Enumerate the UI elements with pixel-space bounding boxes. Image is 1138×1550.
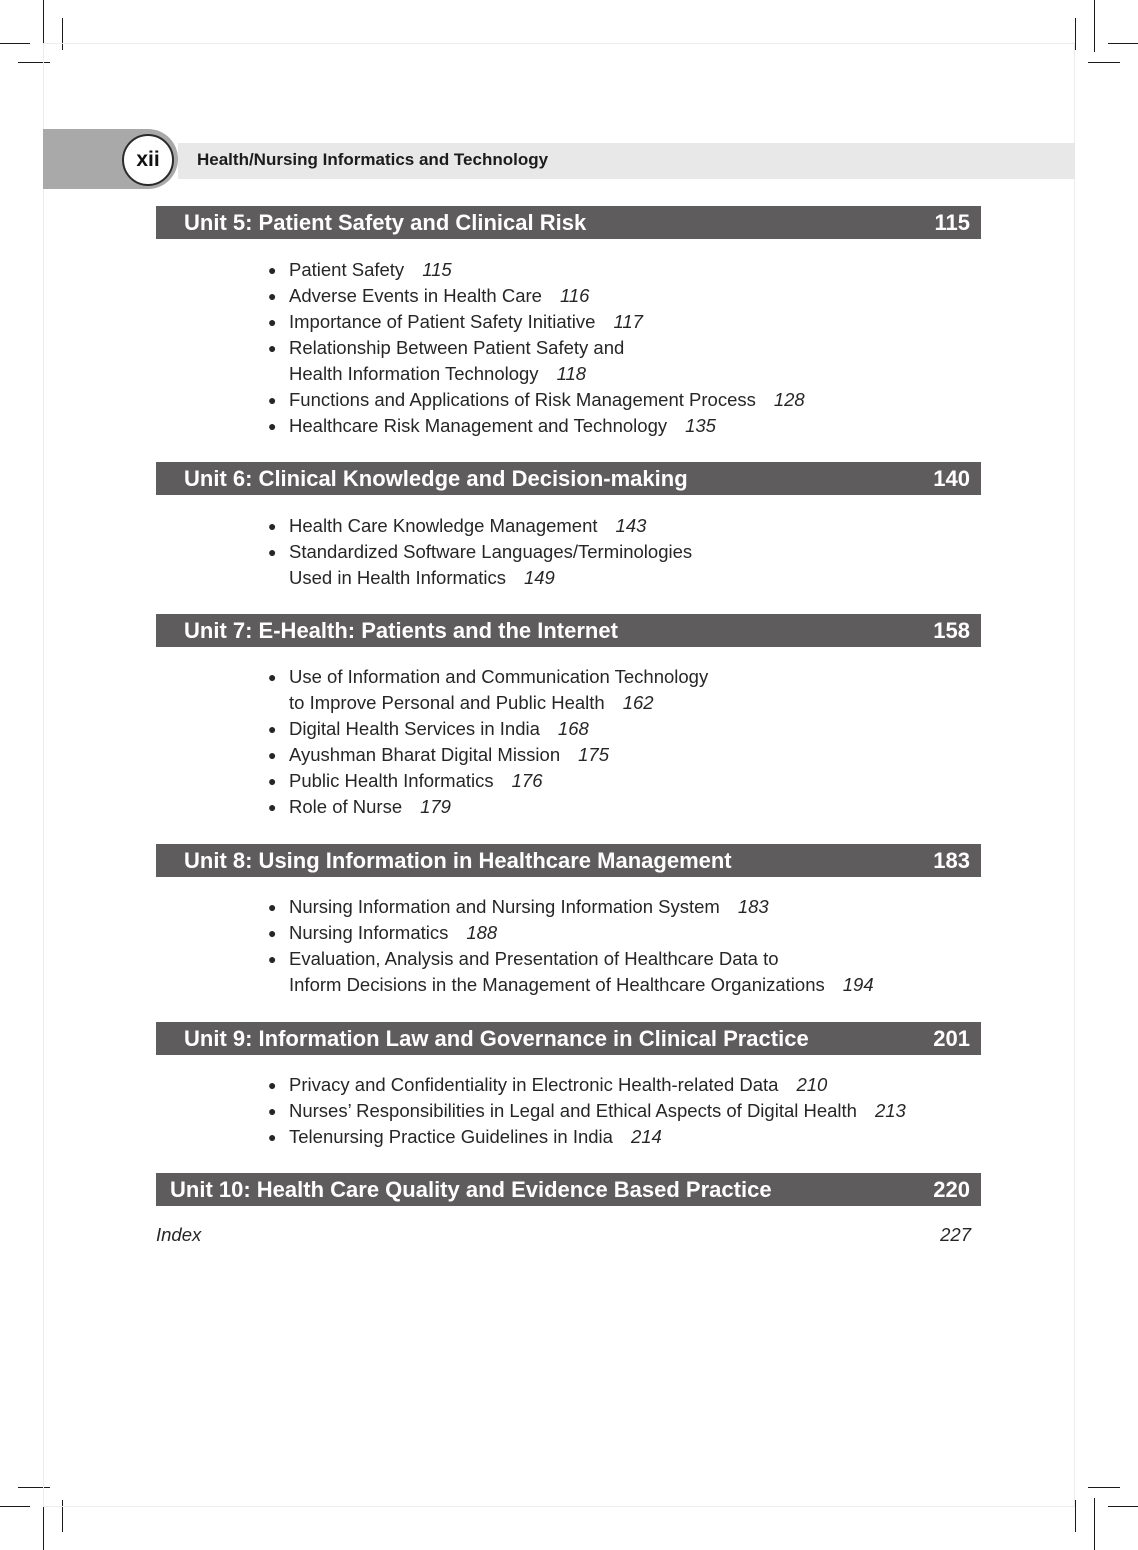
bullet-icon: ● xyxy=(268,314,277,330)
topic-text: Healthcare Risk Management and Technology xyxy=(289,415,668,436)
topic-item[interactable] xyxy=(262,539,692,591)
topic-page: 143 xyxy=(615,515,647,536)
index-entry[interactable] xyxy=(156,1224,971,1246)
crop-mark xyxy=(1088,62,1120,63)
topic-page: 162 xyxy=(622,692,654,713)
topic-item[interactable] xyxy=(262,283,805,309)
bullet-icon: ● xyxy=(268,262,277,278)
topic-item[interactable] xyxy=(262,894,874,920)
topic-page: 183 xyxy=(737,896,769,917)
bullet-icon: ● xyxy=(268,925,277,941)
topic-text: Nursing Informatics xyxy=(289,922,449,943)
unit-title: Unit 9: Information Law and Governance in Clinical Practice xyxy=(184,1026,809,1051)
topic-text: Ayushman Bharat Digital Mission xyxy=(289,744,561,765)
topic-list xyxy=(262,664,708,820)
topic-item[interactable] xyxy=(262,387,805,413)
topic-page: 118 xyxy=(556,363,587,384)
topic-page: 176 xyxy=(511,770,543,791)
bullet-icon: ● xyxy=(268,1077,277,1093)
unit-page: 201 xyxy=(933,1026,970,1051)
unit-title: Unit 8: Using Information in Healthcare Management xyxy=(184,848,732,873)
topic-item[interactable] xyxy=(262,716,708,742)
crop-mark xyxy=(1108,1506,1138,1507)
topic-page: 115 xyxy=(422,259,452,280)
unit-page: 183 xyxy=(933,848,970,873)
topic-text: Public Health Informatics xyxy=(289,770,494,791)
page-number-badge: xii xyxy=(122,134,174,186)
topic-page: 168 xyxy=(557,718,589,739)
topic-page: 149 xyxy=(523,567,555,588)
crop-mark xyxy=(1108,43,1138,44)
topic-text: Patient Safety xyxy=(289,259,405,280)
bullet-icon: ● xyxy=(268,518,277,534)
unit-page: 220 xyxy=(933,1177,970,1202)
topic-list xyxy=(262,894,874,998)
bullet-icon: ● xyxy=(268,747,277,763)
topic-item[interactable] xyxy=(262,946,874,998)
topic-item[interactable] xyxy=(262,257,805,283)
topic-page: 116 xyxy=(559,285,590,306)
topic-item[interactable] xyxy=(262,1124,906,1150)
bullet-icon: ● xyxy=(268,544,277,560)
crop-mark xyxy=(1075,18,1076,50)
unit-title: Unit 6: Clinical Knowledge and Decision-making xyxy=(184,466,688,491)
topic-page: 210 xyxy=(796,1074,828,1095)
topic-text: Nursing Information and Nursing Information System xyxy=(289,896,720,917)
unit-page: 158 xyxy=(933,618,970,643)
bullet-icon: ● xyxy=(268,721,277,737)
bullet-icon: ● xyxy=(268,799,277,815)
topic-page: 194 xyxy=(842,974,874,995)
unit-title: Unit 7: E-Health: Patients and the Internet xyxy=(184,618,618,643)
topic-list xyxy=(262,257,805,439)
topic-item[interactable] xyxy=(262,742,708,768)
topic-text: Health Care Knowledge Management xyxy=(289,515,598,536)
index-page: 227 xyxy=(940,1224,971,1245)
topic-text: Privacy and Confidentiality in Electronic Health-related Data xyxy=(289,1074,779,1095)
bullet-icon: ● xyxy=(268,773,277,789)
bullet-icon: ● xyxy=(268,1103,277,1119)
topic-text: Use of Information and Communication Technology xyxy=(289,666,709,687)
bullet-icon: ● xyxy=(268,392,277,408)
topic-page: 188 xyxy=(466,922,498,943)
unit-heading[interactable] xyxy=(156,614,981,647)
topic-text-continued: Health Information Technology xyxy=(289,363,539,384)
topic-page: 117 xyxy=(613,311,643,332)
topic-item[interactable] xyxy=(262,920,874,946)
topic-item[interactable] xyxy=(262,335,805,387)
unit-heading[interactable] xyxy=(156,462,981,495)
topic-text-continued: to Improve Personal and Public Health xyxy=(289,692,605,713)
topic-item[interactable] xyxy=(262,413,805,439)
topic-text: Standardized Software Languages/Terminologies xyxy=(289,541,693,562)
topic-page: 179 xyxy=(420,796,451,817)
index-label: Index xyxy=(156,1224,202,1245)
topic-item[interactable] xyxy=(262,513,692,539)
topic-item[interactable] xyxy=(262,794,708,820)
unit-title: Unit 5: Patient Safety and Clinical Risk xyxy=(184,210,587,235)
unit-heading[interactable] xyxy=(156,1022,981,1055)
topic-item[interactable] xyxy=(262,1072,906,1098)
running-title: Health/Nursing Informatics and Technology xyxy=(197,150,549,169)
bullet-icon: ● xyxy=(268,669,277,685)
unit-page: 115 xyxy=(934,210,970,235)
topic-page: 214 xyxy=(630,1126,662,1147)
topic-list xyxy=(262,513,692,591)
bullet-icon: ● xyxy=(268,340,277,356)
bullet-icon: ● xyxy=(268,288,277,304)
topic-text: Adverse Events in Health Care xyxy=(289,285,542,306)
topic-item[interactable] xyxy=(262,1098,906,1124)
topic-text: Functions and Applications of Risk Management Process xyxy=(289,389,756,410)
crop-mark xyxy=(1088,1487,1120,1488)
crop-mark xyxy=(0,43,30,44)
unit-heading[interactable] xyxy=(156,844,981,877)
unit-heading[interactable] xyxy=(156,1173,981,1206)
crop-mark xyxy=(1075,1500,1076,1532)
topic-page: 213 xyxy=(874,1100,906,1121)
topic-text: Nurses’ Responsibilities in Legal and Ethical Aspects of Digital Health xyxy=(289,1100,857,1121)
topic-page: 135 xyxy=(685,415,716,436)
topic-text: Role of Nurse xyxy=(289,796,403,817)
topic-item[interactable] xyxy=(262,309,805,335)
unit-page: 140 xyxy=(933,466,970,491)
bullet-icon: ● xyxy=(268,899,277,915)
topic-text: Relationship Between Patient Safety and xyxy=(289,337,625,358)
bullet-icon: ● xyxy=(268,1129,277,1145)
topic-page: 128 xyxy=(773,389,805,410)
topic-text: Importance of Patient Safety Initiative xyxy=(289,311,596,332)
crop-mark xyxy=(0,1506,30,1507)
crop-mark xyxy=(1094,0,1095,52)
topic-text: Evaluation, Analysis and Presentation of Healthcare Data to xyxy=(289,948,779,969)
topic-text-continued: Inform Decisions in the Management of Healthcare Organizations xyxy=(289,974,825,995)
topic-item[interactable] xyxy=(262,768,708,794)
unit-title: Unit 10: Health Care Quality and Evidence Based Practice xyxy=(170,1177,772,1202)
bullet-icon: ● xyxy=(268,418,277,434)
topic-text: Telenursing Practice Guidelines in India xyxy=(289,1126,613,1147)
topic-list xyxy=(262,1072,906,1150)
crop-mark xyxy=(1094,1498,1095,1550)
bullet-icon: ● xyxy=(268,951,277,967)
topic-item[interactable] xyxy=(262,664,708,716)
topic-text: Digital Health Services in India xyxy=(289,718,540,739)
topic-page: 175 xyxy=(578,744,609,765)
topic-text-continued: Used in Health Informatics xyxy=(289,567,506,588)
unit-heading[interactable] xyxy=(156,206,981,239)
